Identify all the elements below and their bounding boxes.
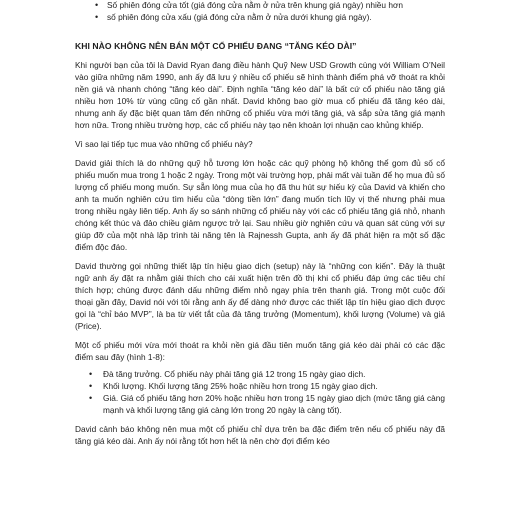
paragraph: Một cổ phiếu mới vừa mới thoát ra khỏi nền giá đầu tiên muốn tăng giá kéo dài phải có các đặc điểm sau đây (hình 1-8): [75, 340, 445, 362]
paragraph: David cảnh báo không nên mua một cổ phiếu chỉ dựa trên ba đặc điểm trên nếu cổ phiếu này đã tăng giá kéo dài. Anh ấy nói rằng tốt hơn hết là nên chờ đợi điểm kéo [75, 424, 445, 446]
paragraph: Vì sao lại tiếp tục mua vào những cổ phiếu này? [75, 139, 253, 149]
bullet-icon: • [95, 0, 99, 10]
paragraph: Khi người bạn của tôi là David Ryan đang điều hành Quỹ New USD Growth cùng với William O’Neil vào giữa những năm 1990, anh ấy đã lưu ý nhiều cổ phiếu sẽ hình thành điểm phá vỡ thoát ra khỏi nền giá và nhanh chóng “tăng kéo dài”. Định nghĩa “tăng kéo dài” là bất cứ cổ phiếu nào tăng giá nhiều hơn 10% từ vùng cũng cố gần nhất. David không bao giờ mua cổ phiếu đã tăng kéo dài, nhưng anh ấy đặc biệt quan tâm đến những cổ phiếu vừa mới tăng giá, và sắp sửa tăng giá mạnh hơn nữa. Trong nhiều trường hợp, các cổ phiếu này tạo nên khoản lợi nhuận cao khủng khiếp. [75, 60, 445, 130]
list-item-text: Giá. Giá cổ phiếu tăng hơn 20% hoặc nhiều hơn trong 15 ngày giao dịch (mức tăng giá càng mạnh và khối lượng tăng giá càng lớn trong 20 ngày là càng tốt). [103, 393, 445, 415]
section-heading: KHI NÀO KHÔNG NÊN BÁN MỘT CỔ PHIẾU ĐANG “TĂNG KÉO DÀI” [75, 41, 357, 51]
bullet-icon: • [89, 381, 93, 391]
document-body [75, 0, 445, 447]
criteria-list [87, 368, 445, 416]
list-item [87, 368, 445, 380]
paragraph: David giải thích là do những quỹ hỗ tương lớn hoặc các quỹ phòng hộ không thể gom đủ số cổ phiếu muốn mua trong 1 hoặc 2 ngày. Trong một vài trường hợp, phải mất vài tuần để họ mua đủ số lượng cổ phiếu mong muốn. Sự sẵn lòng mua của họ đã thu hút sự hiếu kỳ của David và khiến cho anh ta muốn nghiên cứu tìm hiểu của “dòng tiền lớn” đang muốn tích lũy vị thế nhưng phải mua trong nhiều ngày liên tiếp. Anh ấy so sánh những cổ phiếu này với các cổ phiếu tăng giá nhỏ, nhanh chóng kết thúc và đảo chiều giảm ngược trở lại. Sau nhiều giờ nghiên cứu và quan sát cùng với sự giúp đỡ của một nhà lập trình tài năng tên là Rajnessh Gupta, anh ấy đã phát hiện ra một số đặc điểm độc đáo. [75, 158, 445, 252]
list-item-text: Số phiên đóng cửa tốt (giá đóng cửa nằm ở nửa trên khung giá ngày) nhiều hơn [107, 0, 404, 10]
list-item-text: Khối lượng. Khối lượng tăng 25% hoặc nhiều hơn trong 15 ngày giao dịch. [103, 381, 378, 391]
bullet-icon: • [95, 12, 99, 22]
list-item-text: Đà tăng trưởng. Cổ phiếu này phải tăng giá 12 trong 15 ngày giao dịch. [103, 369, 366, 379]
paragraph: David thường gọi những thiết lập tín hiệu giao dịch (setup) này là “những con kiến”. Đây là thuật ngữ anh ấy đặt ra nhằm giải thích cho cái xuất hiện trên đồ thị khi cổ phiếu đáp ứng các tiêu chí thích hợp; chúng được đánh dấu những điểm nhỏ ngay phía trên thanh giá. Trong một cuộc đối thoại gần đây, David nói với tôi rằng anh ấy để dàng nhớ được các thiết lập tín hiệu giao dịch được gọi là “chỉ báo MVP”, là ba từ viết tắt của đà tăng trưởng (Momentum), khối lượng (Volume) và giá (Price). [75, 261, 445, 331]
closing-sessions-list [93, 0, 445, 23]
list-item [87, 392, 445, 416]
list-item [93, 0, 445, 11]
bullet-icon: • [89, 369, 93, 379]
list-item [93, 11, 445, 23]
bullet-icon: • [89, 393, 93, 403]
list-item-text: số phiên đóng cửa xấu (giá đóng cửa nằm ở nửa dưới khung giá ngày). [107, 12, 372, 22]
list-item [87, 380, 445, 392]
